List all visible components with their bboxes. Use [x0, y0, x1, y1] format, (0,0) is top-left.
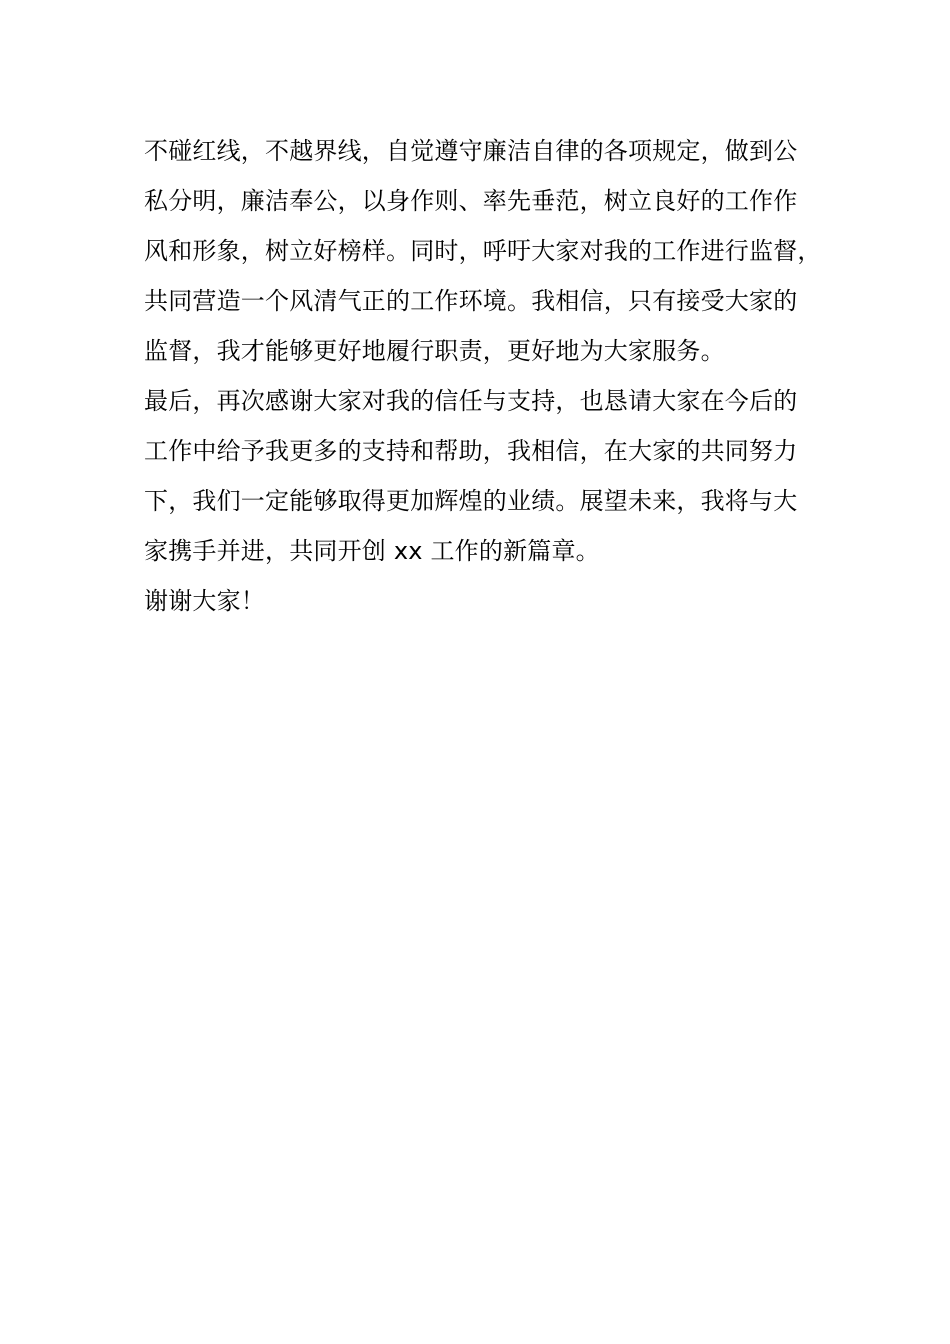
text-line: 下，我们一定能够取得更加辉煌的业绩。展望未来，我将与大 — [144, 487, 798, 515]
text-line: 共同营造一个风清气正的工作环境。我相信，只有接受大家的 — [144, 287, 798, 315]
text-line: 家携手并进，共同开创 xx 工作的新篇章。 — [144, 537, 600, 565]
text-line: 风和形象，树立好榜样。同时，呼吁大家对我的工作进行监督， — [144, 237, 822, 265]
text-line: 不碰红线，不越界线，自觉遵守廉洁自律的各项规定，做到公 — [144, 137, 798, 165]
text-line: 私分明，廉洁奉公，以身作则、率先垂范，树立良好的工作作 — [144, 187, 798, 215]
text-line: 最后，再次感谢大家对我的信任与支持，也恳请大家在今后的 — [144, 387, 798, 415]
text-line: 工作中给予我更多的支持和帮助，我相信，在大家的共同努力 — [144, 437, 798, 465]
closing-line: 谢谢大家！ — [144, 587, 265, 615]
body-text — [144, 126, 824, 626]
text-line: 监督，我才能够更好地履行职责，更好地为大家服务。 — [144, 337, 725, 365]
